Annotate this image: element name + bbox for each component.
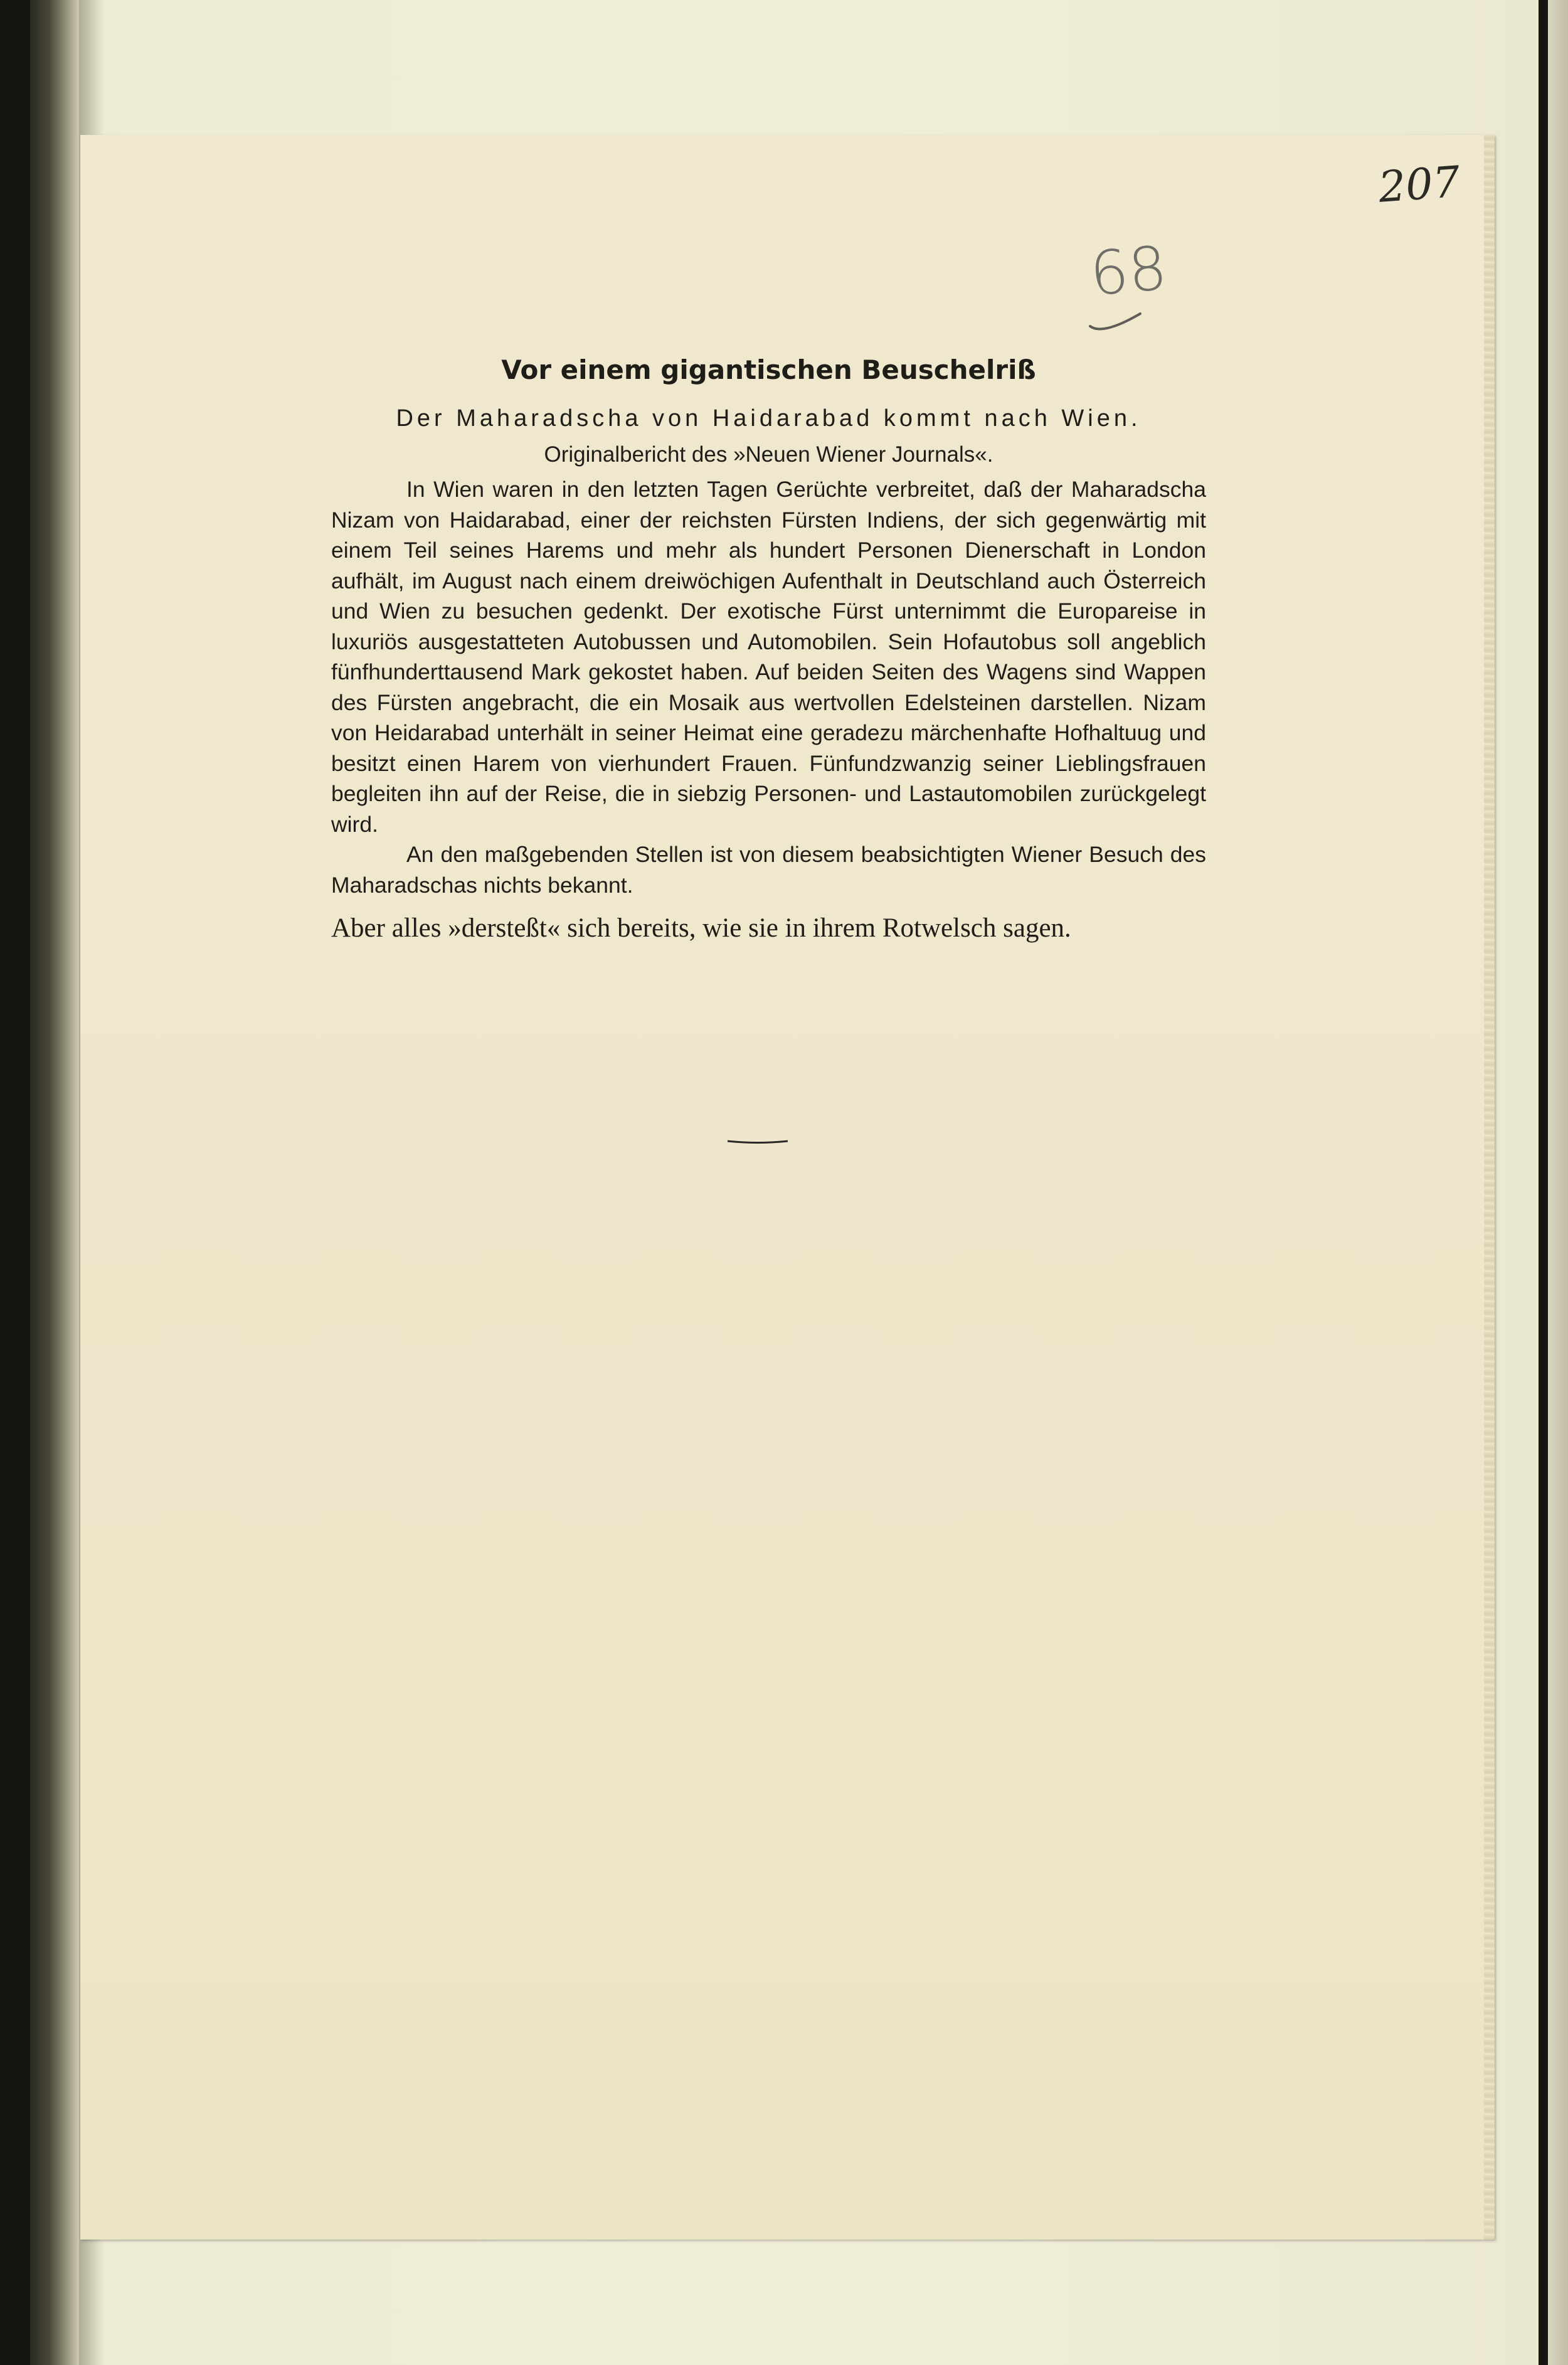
article-postscript: Aber alles »dersteßt« sich bereits, wie sie in ihrem Rotwelsch sagen. bbox=[331, 913, 1071, 943]
closing-rule bbox=[726, 1139, 789, 1145]
article-paragraph: An den maßgebenden Stellen ist von diesem beabsichtigten Wiener Besuch des Maharadschas nichts bekannt. bbox=[331, 842, 1206, 898]
pencil-number: 68 bbox=[1087, 233, 1170, 310]
clipping-torn-edge bbox=[1484, 135, 1495, 2240]
article-paragraph: In Wien waren in den letzten Tagen Gerüchte verbreitet, daß der Maharadscha Nizam von Haidarabad, einer der reichsten Fürsten Indiens, der sich gegenwärtig mit einem Teil seines Harems und mehr als hundert Personen Dienerschaft in London aufhält, im August nach einem dreiwöchigen Aufenthalt in Deutschland auch Österreich und Wien zu besuchen gedenkt. Der exotische Fürst unternimmt die Europareise in luxuriös ausgestatteten Autobussen und Automobilen. Sein Hofautobus soll angeblich fünfhunderttausend Mark gekostet haben. Auf beiden Seiten des Wagens sind Wappen des Fürsten angebracht, die ein Mosaik aus wertvollen Edelsteinen darstellen. Nizam von Heidarabad unterhält in seiner Heimat eine geradezu märchenhafte Hofhaltuug und besitzt einen Harem von vierhundert Frauen. Fünfundzwanzig seiner Lieblingsfrauen begleiten ihn auf der Reise, die in siebzig Personen- und Lastautomobilen zurückgelegt wird. bbox=[331, 477, 1206, 837]
page-edge bbox=[1548, 0, 1568, 2365]
album-page bbox=[30, 0, 1539, 2365]
article-subhead: Der Maharadscha von Haidarabad kommt nach Wien. bbox=[396, 405, 1142, 432]
pencil-check-mark bbox=[1087, 307, 1143, 339]
folio-number: 207 bbox=[1377, 157, 1462, 213]
article bbox=[331, 351, 1206, 945]
binding-strip bbox=[30, 0, 79, 2365]
article-byline: Originalbericht des »Neuen Wiener Journals«. bbox=[544, 442, 993, 467]
article-headline: Vor einem gigantischen Beuschelriß bbox=[501, 354, 1036, 385]
